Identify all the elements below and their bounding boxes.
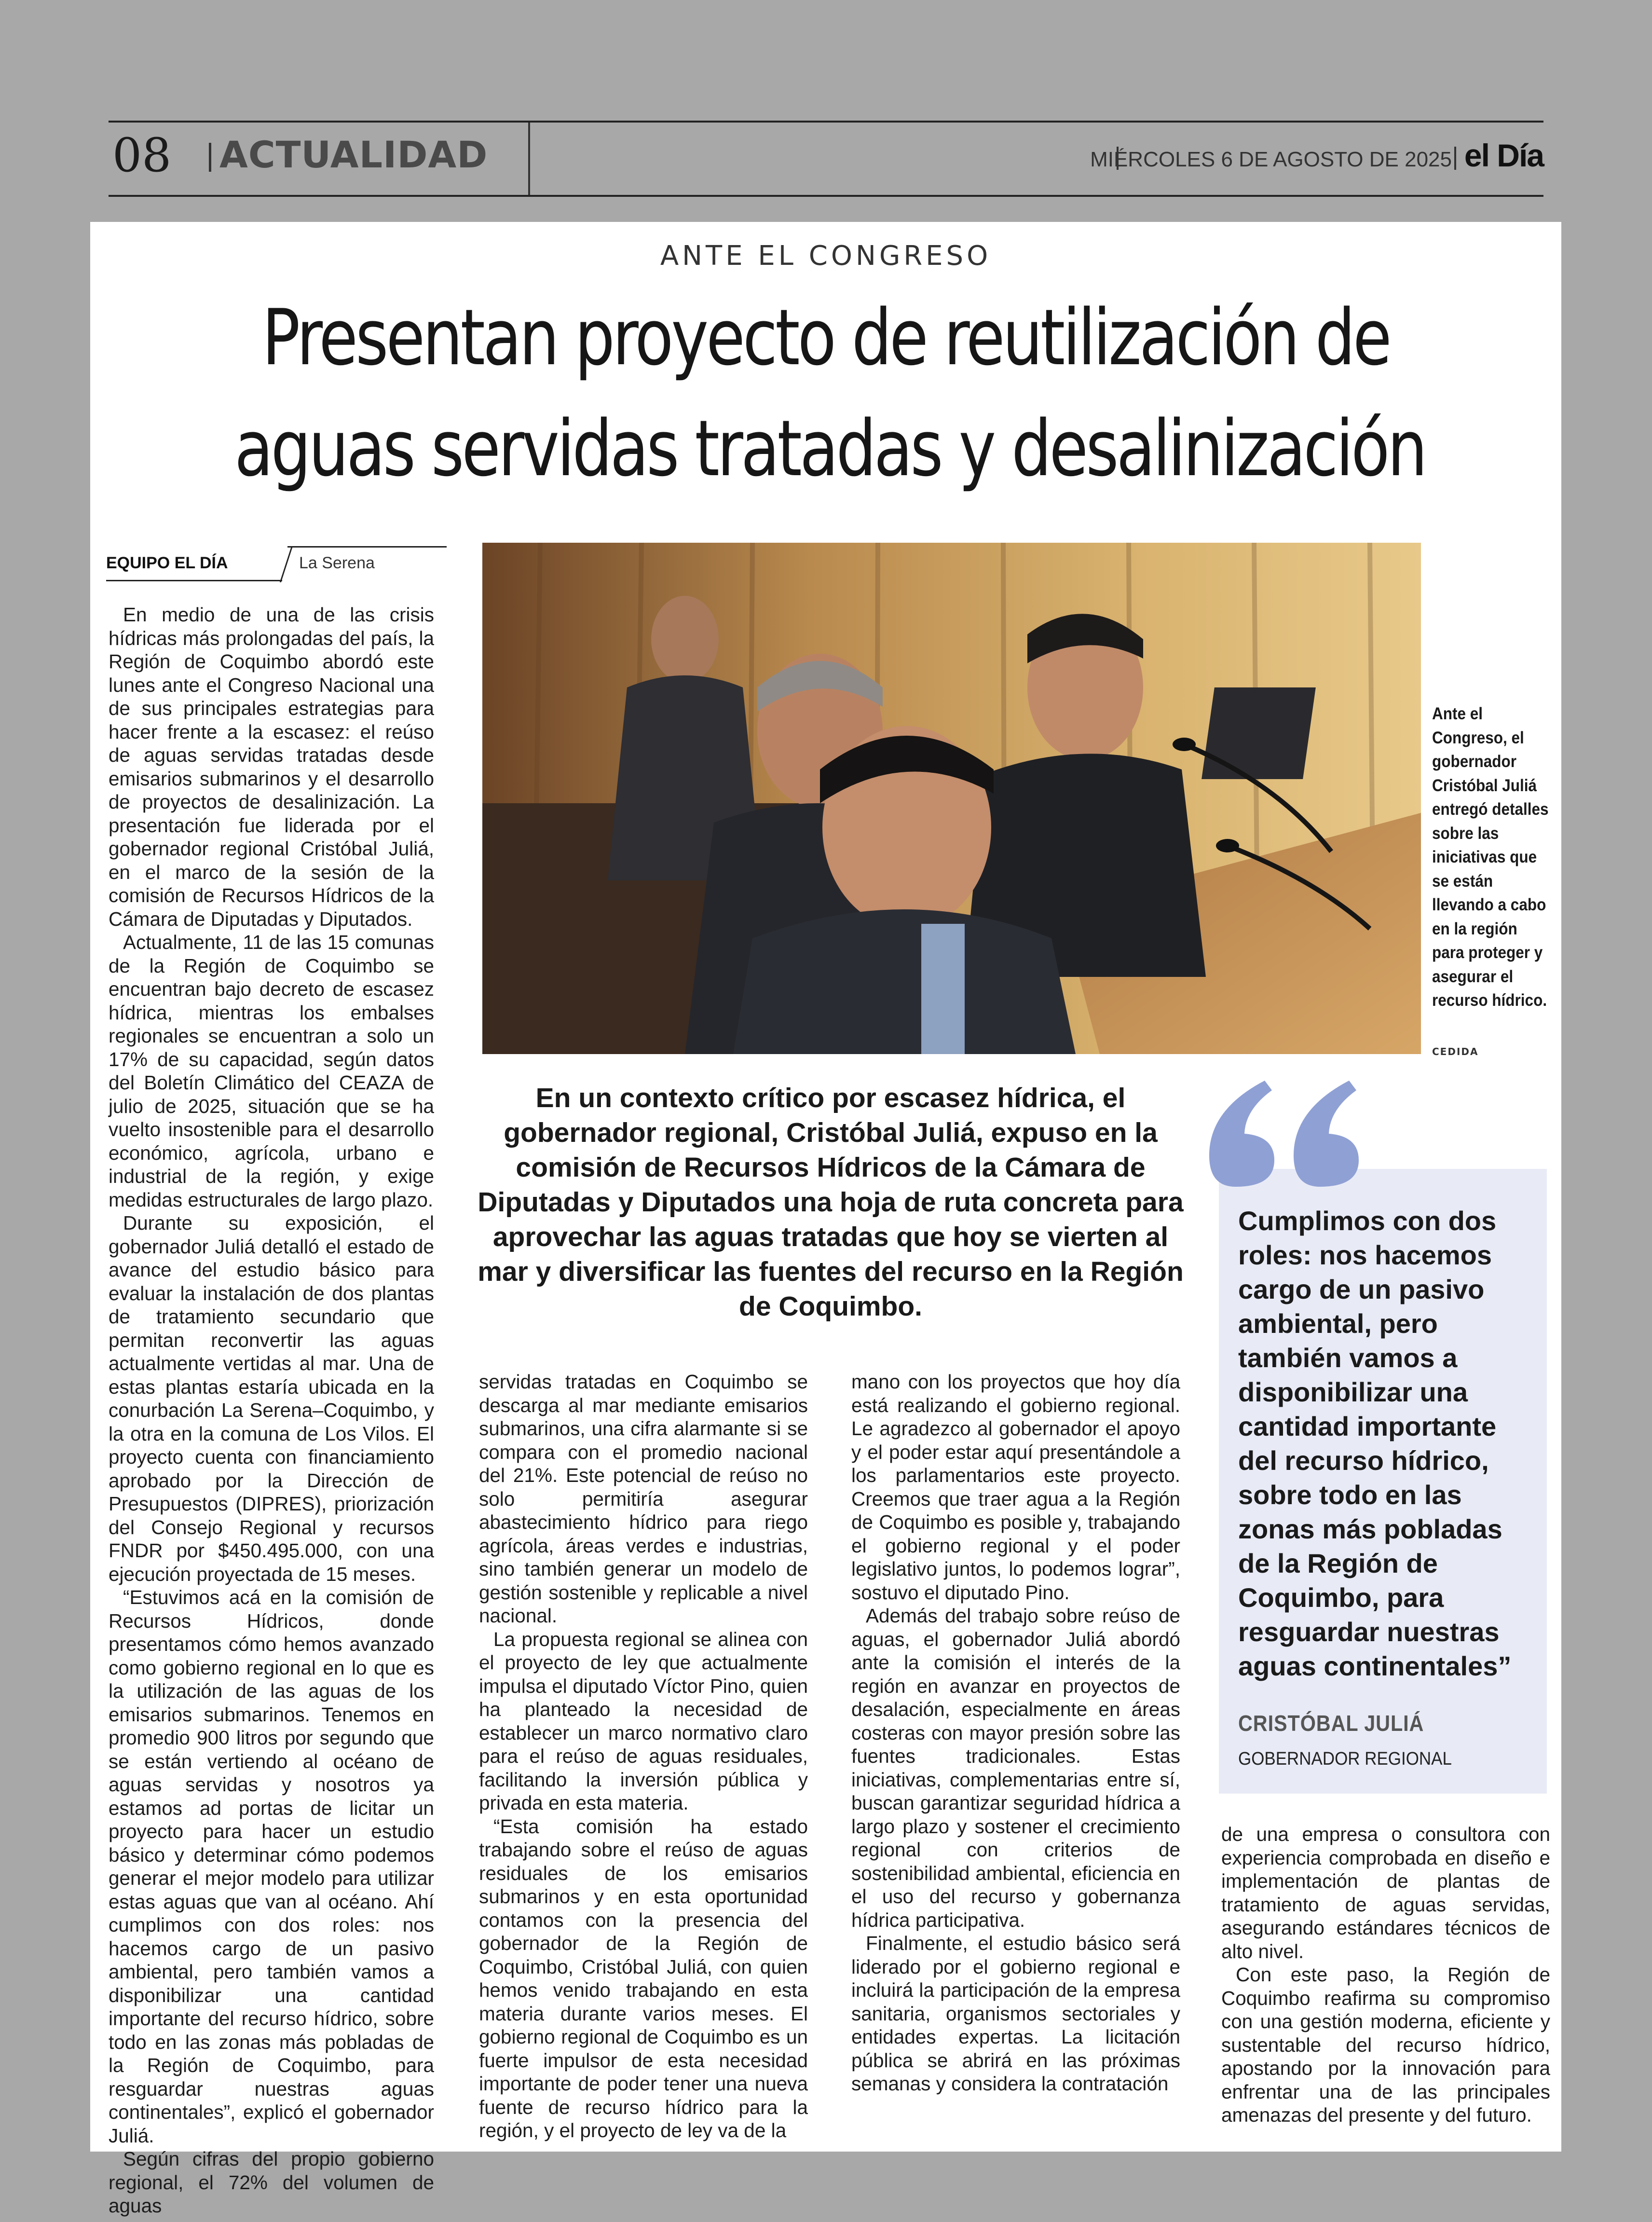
body-paragraph: Finalmente, el estudio básico será liderado por el gobierno regional e incluirá la participación de la empresa sanitaria, organismos sectoriales y entidades expertas. La licitación pública se abrirá en las próximas semanas y considera la contratación — [851, 1932, 1180, 2095]
pull-quote-author: CRISTÓBAL JULIÁ — [1238, 1711, 1424, 1736]
headline-line: Presentan proyecto de reutilización de — [262, 292, 1390, 383]
body-paragraph: de una empresa o consultora con experiencia comprobada en diseño e implementación de plantas de tratamiento de aguas servidas, asegurando estándares técnicos de alto nivel. — [1221, 1823, 1550, 1962]
body-column-1 — [109, 603, 434, 2218]
article-photo — [482, 543, 1421, 1054]
header-divider — [1454, 147, 1456, 170]
byline-place: La Serena — [299, 554, 375, 572]
page-number: 08 — [112, 128, 172, 182]
photo-caption: Ante el Congreso, el gobernador Cristóbal Juliá entregó detalles sobre las iniciativas que se están llevando a cabo en la región para proteger y asegurar el recurso hídrico. — [1432, 704, 1549, 1010]
body-column-4 — [1221, 1823, 1550, 2127]
body-column-2 — [479, 1370, 808, 2142]
issue-date: MIÉRCOLES 6 DE AGOSTO DE 2025 — [1090, 148, 1452, 171]
body-paragraph: Con este paso, la Región de Coquimbo reafirma su compromiso con una gestión moderna, eficiente y sustentable del recurso hídrico, apostando por la innovación para enfrentar una de las principales amenazas del presente y del futuro. — [1221, 1963, 1550, 2126]
header-divider — [528, 123, 530, 195]
quote-marks-icon — [1207, 1076, 1361, 1196]
header-divider — [209, 143, 211, 172]
body-paragraph: La propuesta regional se alinea con el proyecto de ley que actualmente impulsa el diputado Víctor Pino, quien ha planteado la necesidad de establecer un marco normativo claro para el reúso de aguas residuales, facilitando la inversión pública y privada en esta materia. — [479, 1628, 808, 1814]
body-paragraph: servidas tratadas en Coquimbo se descarga al mar mediante emisarios submarinos, una cifra alarmante si se compara con el promedio nacional del 21%. Este potencial de reúso no solo permitiría asegurar abastecimiento hídrico para riego agrícola, áreas verdes e industrias, sino también generar un modelo de gestión sostenible y replicable a nivel nacional. — [479, 1371, 808, 1627]
article-panel — [90, 222, 1561, 2217]
byline-rule — [287, 546, 447, 548]
byline-rule — [106, 580, 282, 581]
newspaper-logo: el Día — [1464, 137, 1543, 173]
body-paragraph: Según cifras del propio gobierno regional, el 72% del volumen de aguas — [109, 2148, 434, 2217]
congress-meeting-photo — [482, 543, 1421, 1054]
byline-author: EQUIPO EL DÍA — [106, 554, 228, 572]
body-paragraph: Actualmente, 11 de las 15 comunas de la Región de Coquimbo se encuentran bajo decreto de escasez hídrica, mientras los embalses regionales se encuentran a solo un 17% de su capacidad, según datos del Boletín Climático del CEAZA de julio de 2025, situación que se ha vuelto insostenible para el desarrollo económico, agrícola, urbano e industrial de la región, y exige medidas estructurales de largo plazo. — [109, 931, 434, 1211]
body-column-3 — [851, 1370, 1180, 2096]
body-paragraph: Durante su exposición, el gobernador Juliá detalló el estado de avance del estudio básico para evaluar la instalación de dos plantas de tratamiento secundario que permitan reconvertir las aguas actualmente vertidas al mar. Una de estas plantas estaría ubicada en la conurbación La Serena–Coquimbo, y la otra en la comuna de Los Vilos. El proyecto cuenta con financiamiento aprobado por la Dirección de Presupuestos (DIPRES), priorización del Consejo Regional y recursos FNDR por $450.495.000, con una ejecución proyectada de 15 meses. — [109, 1212, 434, 1585]
section-name: ACTUALIDAD — [219, 133, 488, 176]
byline-rule — [280, 546, 293, 582]
body-paragraph: mano con los proyectos que hoy día está realizando el gobierno regional. Le agradezco al gobernador el apoyo y el poder estar aquí presentándole a los parlamentarios este proyecto. Creemos que traer agua a la Región de Coquimbo es posible y, trabajando el gobierno regional y el poder legislativo juntos, lo podemos lograr”, sostuvo el diputado Pino. — [851, 1371, 1180, 1604]
article-deck: En un contexto crítico por escasez hídrica, el gobernador regional, Cristóbal Juliá, expuso en la comisión de Recursos Hídricos de la Cámara de Diputadas y Diputados una hoja de ruta concreta para aprovechar las aguas tratadas que hoy se vierten al mar y diversificar las fuentes del recurso en la Región de Coquimbo. — [478, 1083, 1184, 1322]
article-kicker: ANTE EL CONGRESO — [660, 240, 992, 272]
page-header — [109, 121, 1543, 197]
body-paragraph: Además del trabajo sobre reúso de aguas, el gobernador Juliá abordó ante la comisión el interés de la región en avanzar en proyectos de desalación, especialmente en áreas costeras con mayor presión sobre las fuentes tradicionales. Estas iniciativas, complementarias entre sí, buscan garantizar seguridad hídrica a largo plazo y sostener el crecimiento regional con criterios de sostenibilidad ambiental, eficiencia en el uso del recurso y gobernanza hídrica participativa. — [851, 1605, 1180, 1931]
body-paragraph: “Estuvimos acá en la comisión de Recursos Hídricos, donde presentamos cómo hemos avanzado como gobierno regional en lo que es la utilización de las aguas de los emisarios submarinos. Tenemos en promedio 900 litros por segundo que se están vertiendo al océano de aguas servidas y nosotros ya estamos ad portas de licitar un proyecto para hacer un estudio básico y determinar cómo podemos generar el mejor modelo para utilizar estas aguas que van al océano. Ahí cumplimos con dos roles: nos hacemos cargo de un pasivo ambiental, pero también vamos a disponibilizar una cantidad importante del recurso hídrico, sobre todo en las zonas más pobladas de la Región de Coquimbo, para resguardar nuestras aguas continentales”, explicó el gobernador Juliá. — [109, 1586, 434, 2147]
pull-quote-role: GOBERNADOR REGIONAL — [1238, 1749, 1452, 1769]
article-headline — [234, 282, 1425, 504]
photo-credit: CEDIDA — [1432, 1046, 1479, 1057]
pull-quote-text: Cumplimos con dos roles: nos hacemos cargo de un pasivo ambiental, pero también vamos a disponibilizar una cantidad importante del recurso hídrico, sobre todo en las zonas más pobladas de la Región de Coquimbo, para resguardar nuestras aguas continentales” — [1238, 1206, 1512, 1681]
headline-line: aguas servidas tratadas y desalinización — [234, 403, 1425, 494]
body-paragraph: En medio de una de las crisis hídricas más prolongadas del país, la Región de Coquimbo abordó este lunes ante el Congreso Nacional una de sus principales estrategias para hacer frente a la escasez: el reúso de aguas servidas tratadas desde emisarios submarinos y el desarrollo de proyectos de desalinización. La presentación fue liderada por el gobernador regional Cristóbal Juliá, en el marco de la sesión de la comisión de Recursos Hídricos de la Cámara de Diputadas y Diputados. — [109, 604, 434, 930]
byline — [106, 546, 429, 580]
body-paragraph: “Esta comisión ha estado trabajando sobre el reúso de aguas residuales de los emisarios submarinos y en esta oportunidad contamos con la presencia del gobernador de la Región de Coquimbo, Cristóbal Juliá, con quien hemos venido trabajando en esta materia durante varios meses. El gobierno regional de Coquimbo es un fuerte impulsor de esta necesidad importante de poder tener una nueva fuente de recurso hídrico para la región, y el proyecto de ley va de la — [479, 1815, 808, 2141]
